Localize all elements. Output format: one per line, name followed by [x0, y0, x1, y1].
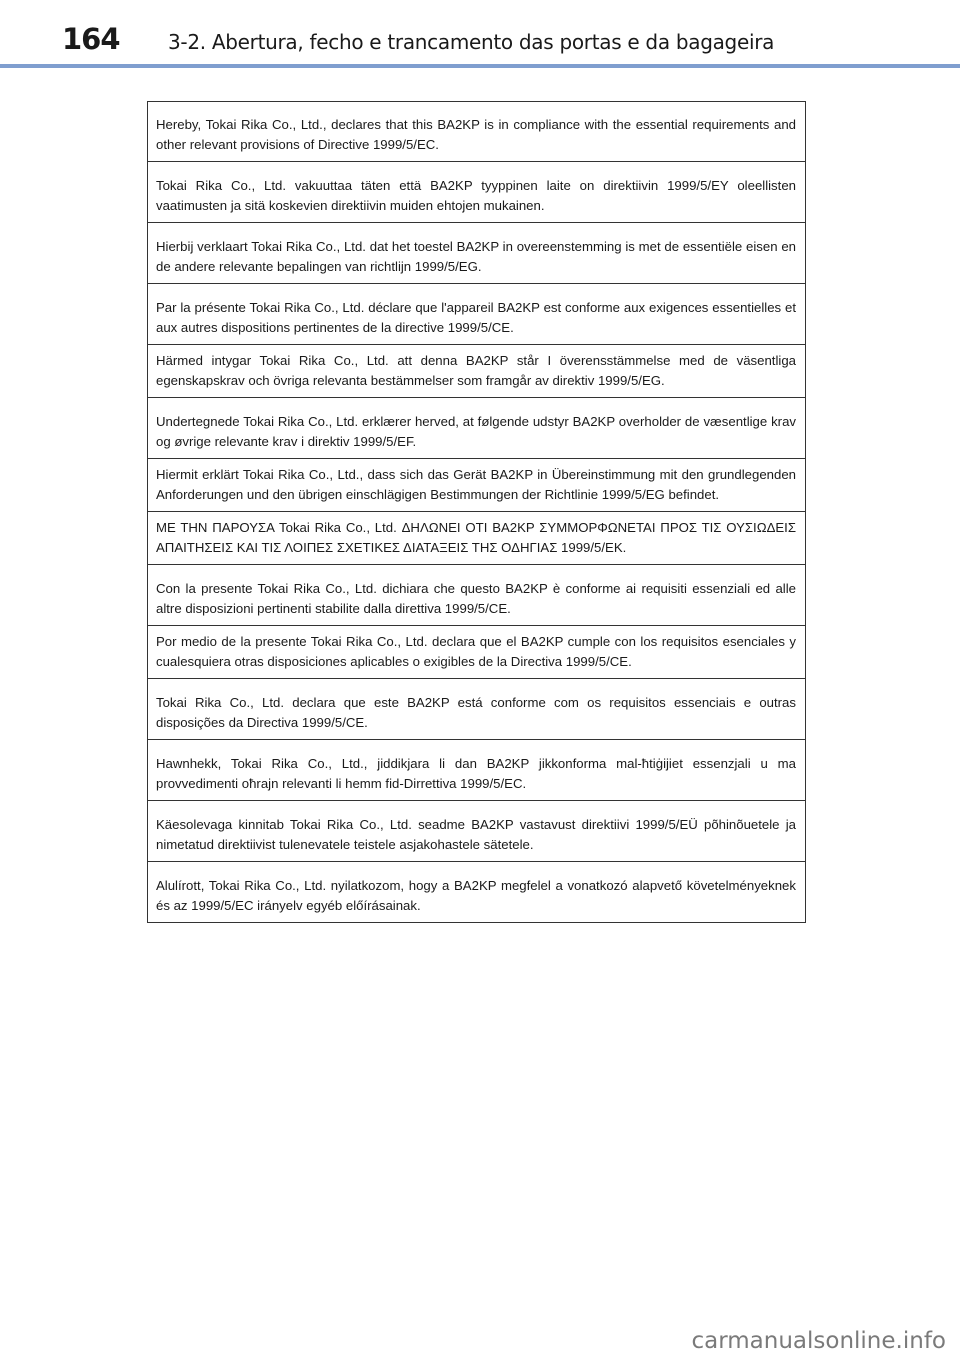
declaration-finnish: Tokai Rika Co., Ltd. vakuuttaa täten että BA2KP tyyppinen laite on direktiivin 1999/5/EY oleellisten vaatimusten ja sitä koskevien direktiivin muiden ehtojen mukainen.	[148, 161, 805, 222]
declaration-german: Hiermit erklärt Tokai Rika Co., Ltd., dass sich das Gerät BA2KP in Übereinstimmung mit den grundlegenden Anforderungen und den übrigen einschlägigen Bestimmungen der Richtlinie 1999/5/EG befindet.	[148, 458, 805, 511]
declaration-danish: Undertegnede Tokai Rika Co., Ltd. erklærer herved, at følgende udstyr BA2KP overholder de væsentlige krav og øvrige relevante krav i direktiv 1999/5/EF.	[148, 397, 805, 458]
declaration-estonian: Käesolevaga kinnitab Tokai Rika Co., Ltd. seadme BA2KP vastavust direktiivi 1999/5/EÜ põhinõuetele ja nimetatud direktiivist tulenevatele teistele asjakohastele sätetele.	[148, 800, 805, 861]
declaration-hungarian: Alulírott, Tokai Rika Co., Ltd. nyilatkozom, hogy a BA2KP megfelel a vonatkozó alapvető követelményeknek és az 1999/5/EC irányelv egyéb előírásainak.	[148, 861, 805, 922]
watermark: carmanualsonline.info	[691, 1328, 946, 1354]
declaration-greek: ΜΕ ΤΗΝ ΠΑΡΟΥΣΑ Tokai Rika Co., Ltd. ΔΗΛΩΝΕΙ ΟΤΙ BA2KP ΣΥΜΜΟΡΦΩΝΕΤΑΙ ΠΡΟΣ ΤΙΣ ΟΥΣΙΩΔΕΙΣ ΑΠΑΙΤΗΣΕΙΣ ΚΑΙ ΤΙΣ ΛΟΙΠΕΣ ΣΧΕΤΙΚΕΣ ΔΙΑΤΑΞΕΙΣ ΤΗΣ ΟΔΗΓΙΑΣ 1999/5/ΕΚ.	[148, 511, 805, 564]
declaration-italian: Con la presente Tokai Rika Co., Ltd. dichiara che questo BA2KP è conforme ai requisiti essenziali ed alle altre disposizioni pertinenti stabilite dalla direttiva 1999/5/CE.	[148, 564, 805, 625]
declaration-spanish: Por medio de la presente Tokai Rika Co., Ltd. declara que el BA2KP cumple con los requisitos esenciales y cualesquiera otras disposiciones aplicables o exigibles de la Directiva 1999/5/CE.	[148, 625, 805, 678]
declarations-table	[147, 101, 806, 923]
declaration-english: Hereby, Tokai Rika Co., Ltd., declares that this BA2KP is in compliance with the essential requirements and other relevant provisions of Directive 1999/5/EC.	[148, 101, 805, 161]
declaration-swedish: Härmed intygar Tokai Rika Co., Ltd. att denna BA2KP står I överensstämmelse med de väsentliga egenskapskrav och övriga relevanta bestämmelser som framgår av direktiv 1999/5/EG.	[148, 344, 805, 397]
declaration-french: Par la présente Tokai Rika Co., Ltd. déclare que l'appareil BA2KP est conforme aux exigences essentielles et aux autres dispositions pertinentes de la directive 1999/5/CE.	[148, 283, 805, 344]
chapter-title: 3-2. Abertura, fecho e trancamento das portas e da bagageira	[168, 30, 775, 54]
page-number: 164	[62, 22, 120, 56]
declaration-maltese: Hawnhekk, Tokai Rika Co., Ltd., jiddikjara li dan BA2KP jikkonforma mal-ħtiġijiet essenzjali u ma provvedimenti oħrajn relevanti li hemm fid-Dirrettiva 1999/5/EC.	[148, 739, 805, 800]
page-header	[0, 0, 960, 66]
declaration-portuguese: Tokai Rika Co., Ltd. declara que este BA2KP está conforme com os requisitos essenciais e outras disposições da Directiva 1999/5/CE.	[148, 678, 805, 739]
header-divider	[0, 64, 960, 68]
declaration-dutch: Hierbij verklaart Tokai Rika Co., Ltd. dat het toestel BA2KP in overeenstemming is met de essentiële eisen en de andere relevante bepalingen van richtlijn 1999/5/EG.	[148, 222, 805, 283]
